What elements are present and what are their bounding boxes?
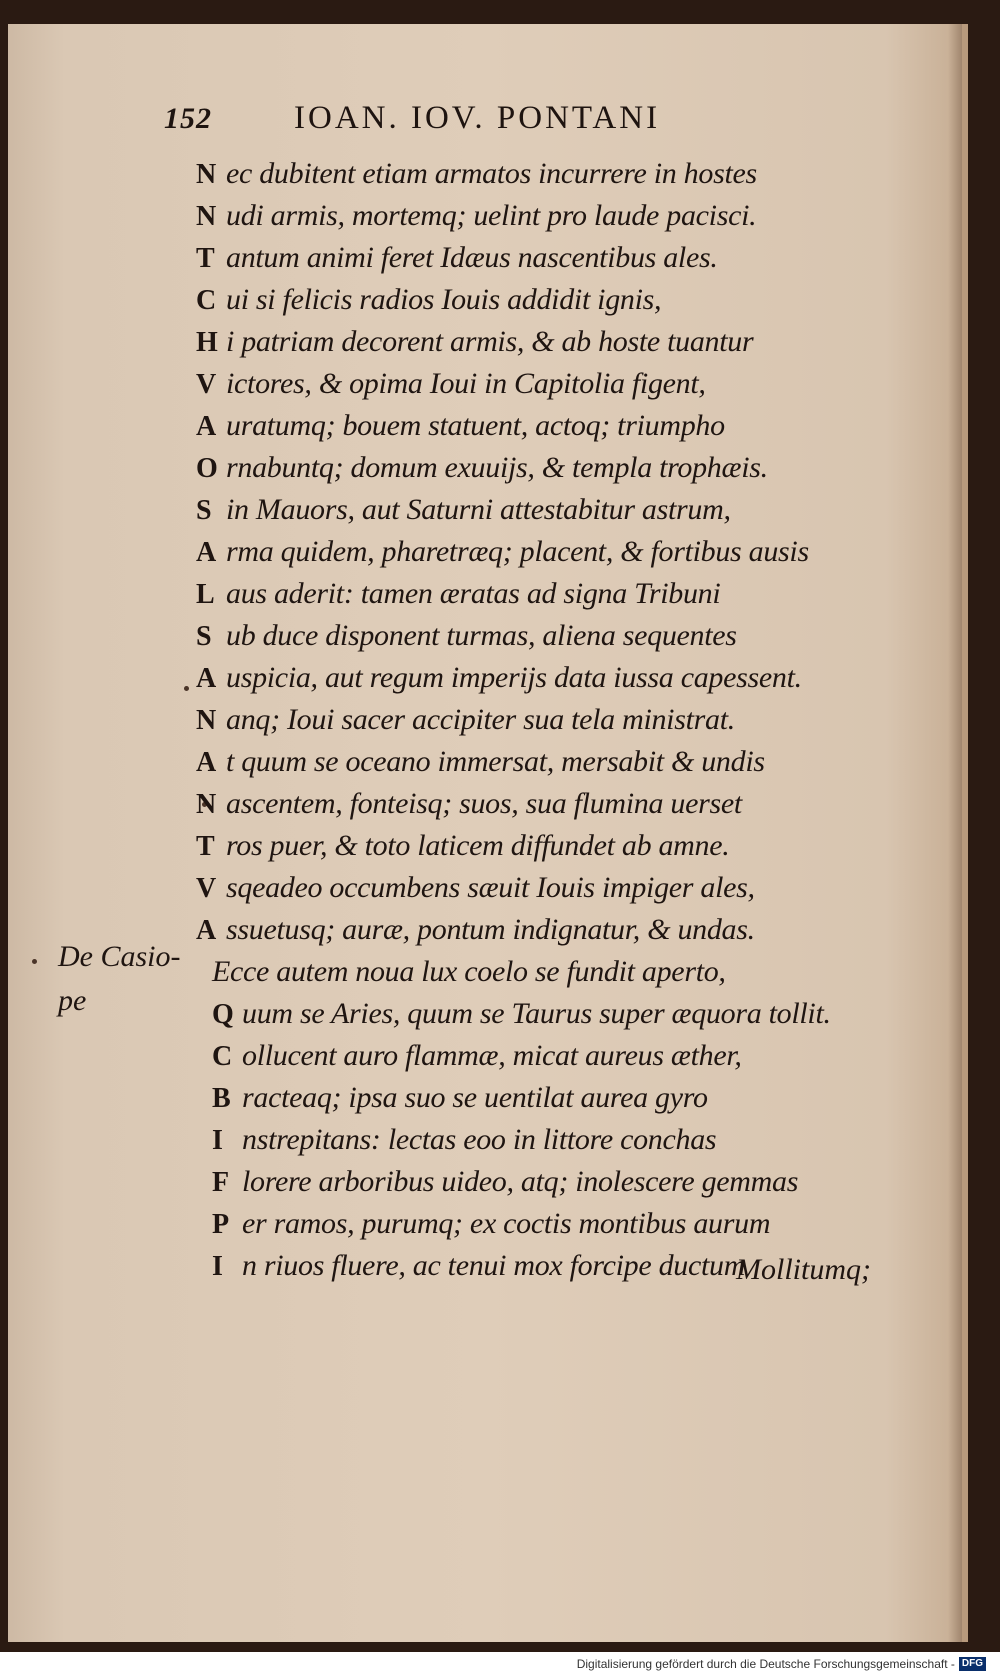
verse-initial: V (196, 369, 217, 400)
running-title: IOAN. IOV. PONTANI (294, 100, 661, 136)
verse-text: rnabuntq; domum exuuijs, & templa trophæis. (226, 451, 768, 484)
verse-text: udi armis, mortemq; uelint pro laude pacisci. (226, 199, 757, 232)
catchword: Mollitumq; (736, 1253, 871, 1286)
verse-text: ollucent auro flammæ, micat aureus æther, (242, 1039, 742, 1072)
verse-line (196, 951, 896, 993)
verse-initial: T (196, 243, 215, 274)
verse-initial: N (196, 201, 217, 232)
verse-initial: F (212, 1167, 230, 1198)
verse-line (196, 741, 896, 783)
verse-initial: A (196, 537, 217, 568)
verse-line (196, 867, 896, 909)
verse-initial: A (196, 747, 217, 778)
verse-line (196, 1203, 896, 1245)
verse-initial: A (196, 915, 217, 946)
verse-text: aus aderit: tamen æratas ad signa Tribuni (226, 577, 721, 610)
verse-initial: S (196, 495, 212, 526)
verse-text: uratumq; bouem statuent, actoq; triumpho (226, 409, 725, 442)
verse-initial: C (212, 1041, 233, 1072)
verse-line (196, 237, 896, 279)
verse-line (196, 195, 896, 237)
verse-initial: Q (212, 999, 234, 1030)
verse-text: i patriam decorent armis, & ab hoste tuantur (226, 325, 754, 358)
verse-initial: N (196, 159, 217, 190)
verse-text: t quum se oceano immersat, mersabit & undis (226, 745, 765, 778)
verse-text: nstrepitans: lectas eoo in littore conchas (242, 1123, 717, 1156)
verse-initial: I (212, 1251, 223, 1282)
verse-text: in Mauors, aut Saturni attestabitur astrum, (226, 493, 731, 526)
verse-line (196, 489, 896, 531)
verse-initial: N (196, 705, 217, 736)
verse-text: rma quidem, pharetræq; placent, & fortibus ausis (226, 535, 809, 568)
verse-line (196, 447, 896, 489)
verse-initial: S (196, 621, 212, 652)
verse-line (196, 1119, 896, 1161)
verse-line (196, 363, 896, 405)
page-number: 152 (164, 102, 212, 135)
dfg-logo: DFG (959, 1657, 986, 1671)
verse-text: racteaq; ipsa suo se uentilat aurea gyro (242, 1081, 708, 1114)
verse-line (196, 321, 896, 363)
verse-text: anq; Ioui sacer accipiter sua tela ministrat. (226, 703, 735, 736)
verse-line (196, 783, 896, 825)
running-head (164, 100, 804, 160)
verse-line (196, 531, 896, 573)
verse-line (196, 153, 896, 195)
verse-text: ub duce disponent turmas, aliena sequentes (226, 619, 737, 652)
verse-initial: H (196, 327, 218, 358)
verse-line (196, 405, 896, 447)
verse-text: ros puer, & toto laticem diffundet ab amne. (226, 829, 730, 862)
verse-line (196, 909, 896, 951)
verse-initial: T (196, 831, 215, 862)
verse-initial: N (196, 789, 217, 820)
verse-initial: I (212, 1125, 223, 1156)
verse-initial: P (212, 1209, 230, 1240)
verse-text: ssuetusq; auræ, pontum indignatur, & undas. (226, 913, 755, 946)
verse-text: n riuos fluere, ac tenui mox forcipe ductum (242, 1249, 746, 1282)
marginal-note (58, 935, 208, 1023)
verse-text: er ramos, purumq; ex coctis montibus aurum (242, 1207, 771, 1240)
verse-line (196, 699, 896, 741)
verse-line (196, 993, 896, 1035)
verse-line (196, 825, 896, 867)
marginal-note-line: pe (58, 984, 87, 1017)
verse-line (196, 657, 896, 699)
verse-line (196, 1077, 896, 1119)
ink-speck (184, 686, 189, 691)
verse-line (196, 279, 896, 321)
verse-initial: O (196, 453, 218, 484)
verse-line (196, 573, 896, 615)
verse-initial: B (212, 1083, 231, 1114)
verse-initial: V (196, 873, 217, 904)
verse-text: Ecce autem noua lux coelo se fundit aperto, (212, 955, 726, 988)
digitization-footer (0, 1652, 1000, 1676)
verse-initial: A (196, 411, 217, 442)
verse-text: ui si felicis radios Iouis addidit ignis, (226, 283, 662, 316)
verse-text: ascentem, fonteisq; suos, sua flumina uerset (226, 787, 742, 820)
verse-text: uspicia, aut regum imperijs data iussa capessent. (226, 661, 802, 694)
verse-initial: C (196, 285, 217, 316)
page-edge-shadow (948, 24, 962, 1642)
marginal-note-line: De Casio- (58, 940, 181, 973)
verse-text: antum animi feret Idæus nascentibus ales. (226, 241, 718, 274)
verse-text: uum se Aries, quum se Taurus super æquora tollit. (242, 997, 831, 1030)
verse-text: sqeadeo occumbens sæuit Iouis impiger ales, (226, 871, 755, 904)
verse-line (196, 1035, 896, 1077)
funding-credit: Digitalisierung gefördert durch die Deutsche Forschungsgemeinschaft - (576, 1657, 955, 1671)
verse-line (196, 615, 896, 657)
verse-text: ec dubitent etiam armatos incurrere in hostes (226, 157, 757, 190)
verse-initial: A (196, 663, 217, 694)
verse-text: ictores, & opima Ioui in Capitolia figent, (226, 367, 706, 400)
verse-line (196, 1161, 896, 1203)
verse-block (196, 153, 896, 1287)
verse-initial: L (196, 579, 215, 610)
ink-speck (32, 959, 37, 964)
verse-text: lorere arboribus uideo, atq; inolescere gemmas (242, 1165, 799, 1198)
